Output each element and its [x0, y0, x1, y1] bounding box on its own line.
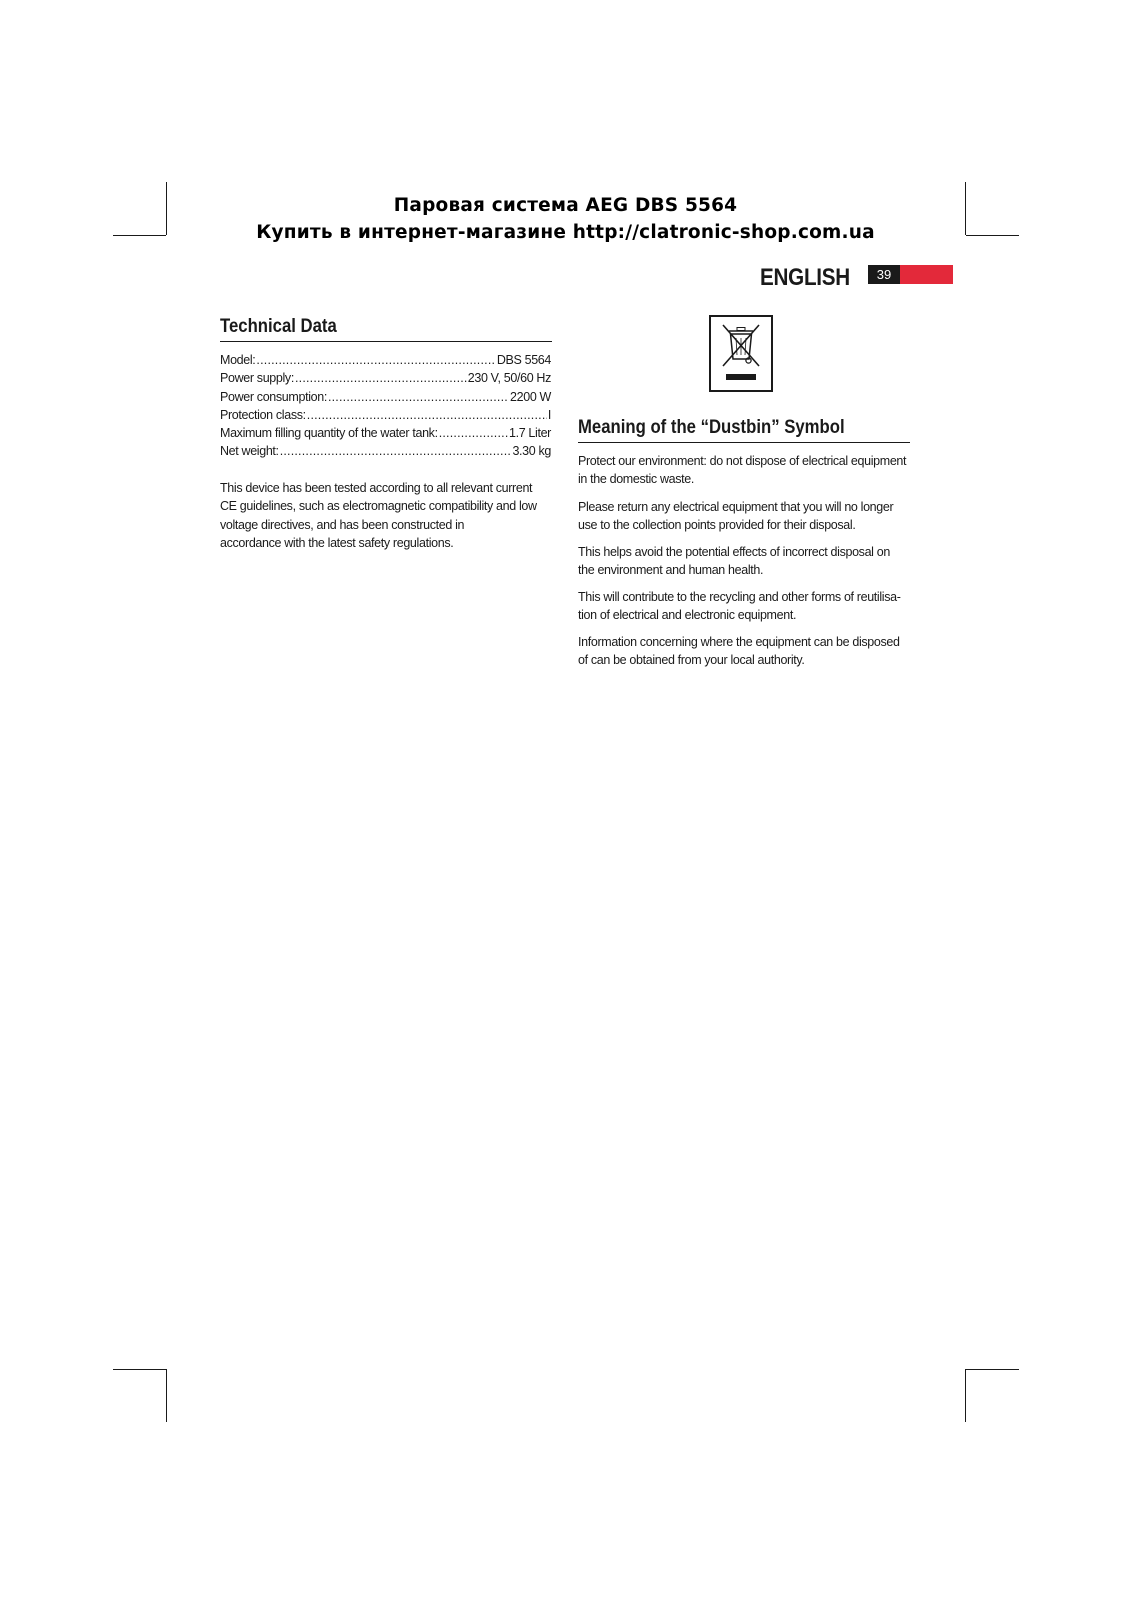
- spec-row: [220, 388, 551, 406]
- spec-value: 2200 W: [510, 389, 551, 404]
- crossed-out-wheelie-bin-icon: [709, 315, 773, 392]
- page-number: 39: [868, 265, 900, 284]
- spec-label: Power supply:: [220, 371, 294, 386]
- spec-value: 230 V, 50/60 Hz: [467, 371, 551, 386]
- spec-row: [220, 351, 551, 369]
- crop-mark: [113, 1369, 166, 1370]
- language-tab: [760, 264, 855, 292]
- crop-mark: [966, 1369, 1019, 1370]
- spec-value: I: [547, 407, 551, 422]
- spec-row: [220, 424, 551, 442]
- spec-value: 3.30 kg: [512, 444, 551, 459]
- spec-label: Protection class:: [220, 407, 306, 422]
- language-label: ENGLISH: [760, 264, 850, 291]
- dustbin-paragraph: This will contribute to the recycling and other forms of reutilisa- tion of electrical and electronic equipment.: [578, 590, 901, 623]
- accent-bar: [900, 265, 953, 284]
- dustbin-paragraph: This helps avoid the potential effects of incorrect disposal on the environment and human health.: [578, 545, 890, 578]
- dustbin-paragraph: Information concerning where the equipment can be disposed of can be obtained from your local authority.: [578, 635, 900, 668]
- crop-mark: [166, 1369, 167, 1422]
- compliance-note: This device has been tested according to all relevant current CE guidelines, such as electromagnetic compatibility and low voltage directives, and has been constructed in accordance with the latest safety regulations.: [220, 481, 537, 550]
- technical-data-heading: Technical Data: [220, 316, 337, 337]
- spec-label: Net weight:: [220, 444, 279, 459]
- heading-rule: [220, 341, 552, 342]
- spec-list: [220, 351, 551, 461]
- spec-row: [220, 369, 551, 387]
- spec-row: [220, 442, 551, 460]
- spec-label: Model:: [220, 353, 256, 367]
- spec-value: 1.7 Liter: [508, 426, 551, 441]
- spec-value: DBS 5564: [496, 353, 551, 367]
- crop-mark: [965, 1369, 966, 1422]
- spec-row: [220, 406, 551, 424]
- dustbin-symbol-heading: Meaning of the “Dustbin” Symbol: [578, 417, 845, 438]
- shop-link-text: Купить в интернет-магазине http://clatronic-shop.com.ua: [256, 222, 875, 243]
- dustbin-paragraph: Please return any electrical equipment that you will no longer use to the collection points provided for their disposal.: [578, 500, 894, 533]
- product-title: Паровая система AEG DBS 5564: [393, 195, 738, 216]
- dustbin-paragraph: Protect our environment: do not dispose of electrical equipment in the domestic waste.: [578, 454, 907, 487]
- heading-rule: [578, 442, 910, 443]
- spec-label: Maximum filling quantity of the water tank:: [220, 426, 438, 441]
- spec-label: Power consumption:: [220, 389, 327, 404]
